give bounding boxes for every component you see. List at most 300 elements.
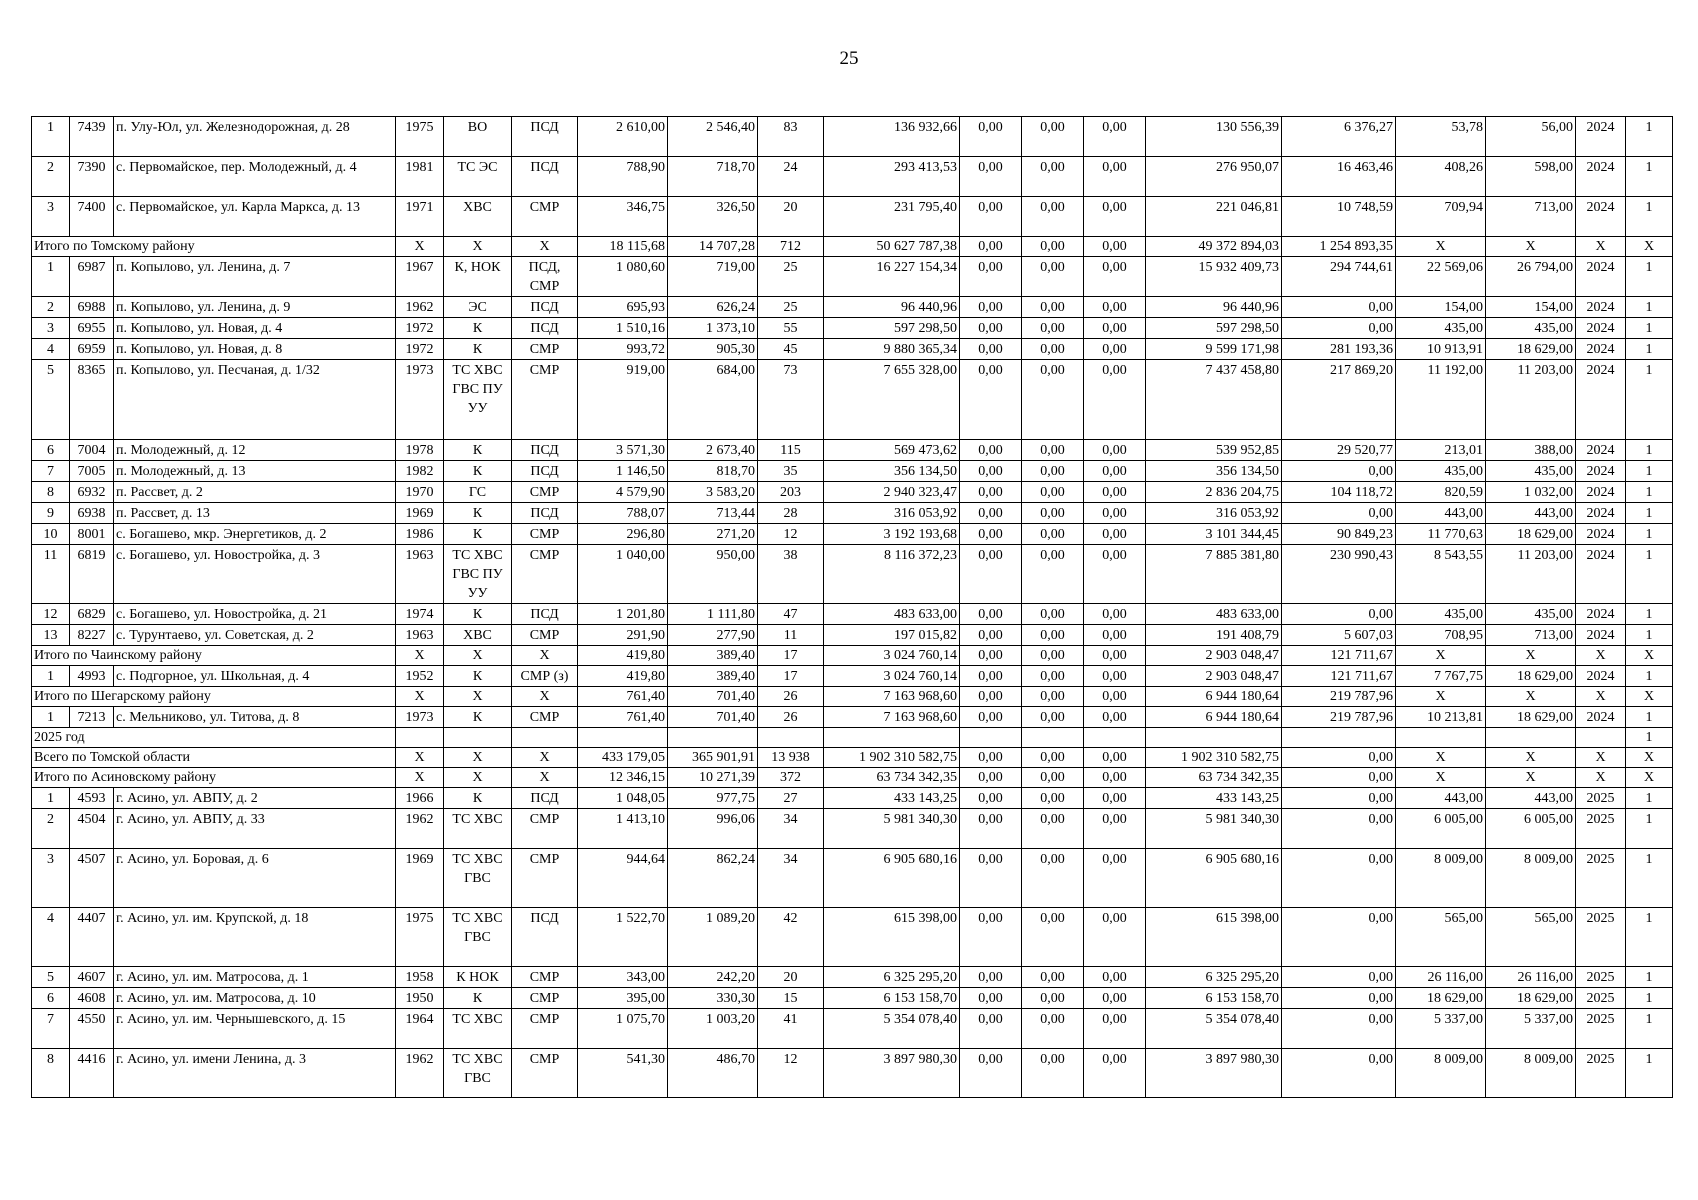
- cost-other-cell: 121 711,67: [1282, 666, 1396, 687]
- total-cost-cell: 231 795,40: [824, 197, 960, 237]
- max-unit-cost-cell: 26 794,00: [1486, 257, 1576, 297]
- address-cell: п. Улу-Юл, ул. Железнодорожная, д. 28: [114, 117, 396, 157]
- summary-cell: X: [1486, 768, 1576, 788]
- summary-label: Итого по Шегарскому району: [32, 687, 396, 707]
- unit-cost-cell: 10 913,91: [1396, 339, 1486, 360]
- cost-municipal-cell: 0,00: [1084, 1009, 1146, 1049]
- object-id-cell: 4608: [70, 988, 114, 1009]
- address-cell: п. Копылово, ул. Новая, д. 4: [114, 318, 396, 339]
- cost-regional-cell: 0,00: [1022, 257, 1084, 297]
- total-cost-cell: 6 905 680,16: [824, 849, 960, 908]
- max-unit-cost-cell: 18 629,00: [1486, 339, 1576, 360]
- plan-year-cell: 2024: [1576, 482, 1626, 503]
- work-stage-cell: СМР: [512, 360, 578, 440]
- summary-cell: [1576, 728, 1626, 748]
- table-row: [32, 461, 1673, 482]
- cost-federal-cell: 0,00: [960, 461, 1022, 482]
- stage-cell: 1: [1626, 257, 1673, 297]
- cost-regional-cell: 0,00: [1022, 157, 1084, 197]
- total-cost-cell: 7 163 968,60: [824, 707, 960, 728]
- cost-other-cell: 230 990,43: [1282, 545, 1396, 604]
- work-types-cell: ВО: [444, 117, 512, 157]
- cost-regional-cell: 0,00: [1022, 482, 1084, 503]
- max-unit-cost-cell: 435,00: [1486, 461, 1576, 482]
- cost-municipal-cell: 0,00: [1084, 503, 1146, 524]
- summary-cell: 14 707,28: [668, 237, 758, 257]
- stage-cell: 1: [1626, 625, 1673, 646]
- object-id-cell: 4416: [70, 1049, 114, 1098]
- work-types-cell: ТС ЭС: [444, 157, 512, 197]
- cost-regional-cell: 0,00: [1022, 1009, 1084, 1049]
- work-types-cell: К: [444, 524, 512, 545]
- total-cost-cell: 9 880 365,34: [824, 339, 960, 360]
- living-area-cell: 326,50: [668, 197, 758, 237]
- summary-cell: 701,40: [668, 687, 758, 707]
- total-cost-cell: 2 940 323,47: [824, 482, 960, 503]
- cost-owners-fund-cell: 9 599 171,98: [1146, 339, 1282, 360]
- cost-owners-fund-cell: 539 952,85: [1146, 440, 1282, 461]
- year-built-cell: 1969: [396, 503, 444, 524]
- cost-federal-cell: 0,00: [960, 157, 1022, 197]
- work-types-cell: ТС ХВС ГВС ПУ УУ: [444, 360, 512, 440]
- living-area-cell: 718,70: [668, 157, 758, 197]
- summary-cell: X: [444, 237, 512, 257]
- work-types-cell: ТС ХВС ГВС: [444, 1049, 512, 1098]
- cost-federal-cell: 0,00: [960, 257, 1022, 297]
- cost-owners-fund-cell: 2 836 204,75: [1146, 482, 1282, 503]
- summary-cell: [668, 728, 758, 748]
- cost-other-cell: 0,00: [1282, 788, 1396, 809]
- table-row: [32, 908, 1673, 967]
- summary-row: [32, 687, 1673, 707]
- year-built-cell: 1973: [396, 360, 444, 440]
- summary-cell: 0,00: [1084, 687, 1146, 707]
- total-area-cell: 1 201,80: [578, 604, 668, 625]
- cost-municipal-cell: 0,00: [1084, 360, 1146, 440]
- residents-count-cell: 38: [758, 545, 824, 604]
- total-area-cell: 2 610,00: [578, 117, 668, 157]
- year-built-cell: 1972: [396, 339, 444, 360]
- summary-cell: 3 024 760,14: [824, 646, 960, 666]
- cost-regional-cell: 0,00: [1022, 967, 1084, 988]
- summary-cell: 1: [1626, 728, 1673, 748]
- summary-cell: 0,00: [1022, 646, 1084, 666]
- max-unit-cost-cell: 8 009,00: [1486, 1049, 1576, 1098]
- total-area-cell: 788,07: [578, 503, 668, 524]
- plan-year-cell: 2025: [1576, 1049, 1626, 1098]
- summary-cell: X: [1486, 646, 1576, 666]
- cost-municipal-cell: 0,00: [1084, 297, 1146, 318]
- row-number-cell: 4: [32, 908, 70, 967]
- plan-year-cell: 2025: [1576, 1009, 1626, 1049]
- plan-year-cell: 2024: [1576, 440, 1626, 461]
- plan-year-cell: 2025: [1576, 908, 1626, 967]
- row-number-cell: 11: [32, 545, 70, 604]
- total-area-cell: 944,64: [578, 849, 668, 908]
- work-stage-cell: ПСД: [512, 604, 578, 625]
- cost-federal-cell: 0,00: [960, 360, 1022, 440]
- plan-year-cell: 2024: [1576, 461, 1626, 482]
- total-cost-cell: 483 633,00: [824, 604, 960, 625]
- summary-cell: 0,00: [1022, 768, 1084, 788]
- max-unit-cost-cell: 11 203,00: [1486, 545, 1576, 604]
- year-built-cell: 1971: [396, 197, 444, 237]
- work-stage-cell: СМР: [512, 707, 578, 728]
- cost-municipal-cell: 0,00: [1084, 440, 1146, 461]
- residents-count-cell: 28: [758, 503, 824, 524]
- address-cell: с. Первомайское, ул. Карла Маркса, д. 13: [114, 197, 396, 237]
- cost-municipal-cell: 0,00: [1084, 809, 1146, 849]
- address-cell: г. Асино, ул. АВПУ, д. 2: [114, 788, 396, 809]
- cost-owners-fund-cell: 15 932 409,73: [1146, 257, 1282, 297]
- residents-count-cell: 83: [758, 117, 824, 157]
- row-number-cell: 1: [32, 666, 70, 687]
- object-id-cell: 4504: [70, 809, 114, 849]
- work-stage-cell: ПСД: [512, 440, 578, 461]
- summary-row: [32, 748, 1673, 768]
- unit-cost-cell: 565,00: [1396, 908, 1486, 967]
- cost-federal-cell: 0,00: [960, 788, 1022, 809]
- unit-cost-cell: 435,00: [1396, 604, 1486, 625]
- summary-cell: 0,00: [1084, 646, 1146, 666]
- cost-regional-cell: 0,00: [1022, 988, 1084, 1009]
- object-id-cell: 6819: [70, 545, 114, 604]
- living-area-cell: 977,75: [668, 788, 758, 809]
- summary-cell: 712: [758, 237, 824, 257]
- year-built-cell: 1974: [396, 604, 444, 625]
- table-row: [32, 339, 1673, 360]
- row-number-cell: 2: [32, 157, 70, 197]
- unit-cost-cell: 709,94: [1396, 197, 1486, 237]
- cost-municipal-cell: 0,00: [1084, 117, 1146, 157]
- total-cost-cell: 3 897 980,30: [824, 1049, 960, 1098]
- summary-cell: 10 271,39: [668, 768, 758, 788]
- plan-year-cell: 2025: [1576, 967, 1626, 988]
- cost-regional-cell: 0,00: [1022, 297, 1084, 318]
- summary-cell: X: [396, 748, 444, 768]
- unit-cost-cell: 435,00: [1396, 461, 1486, 482]
- stage-cell: 1: [1626, 318, 1673, 339]
- cost-municipal-cell: 0,00: [1084, 788, 1146, 809]
- total-cost-cell: 3 024 760,14: [824, 666, 960, 687]
- work-types-cell: ТС ХВС ГВС: [444, 849, 512, 908]
- cost-federal-cell: 0,00: [960, 625, 1022, 646]
- summary-cell: X: [1396, 748, 1486, 768]
- table-row: [32, 809, 1673, 849]
- residents-count-cell: 26: [758, 707, 824, 728]
- unit-cost-cell: 435,00: [1396, 318, 1486, 339]
- summary-cell: 0,00: [1022, 237, 1084, 257]
- total-area-cell: 296,80: [578, 524, 668, 545]
- max-unit-cost-cell: 565,00: [1486, 908, 1576, 967]
- total-area-cell: 346,75: [578, 197, 668, 237]
- address-cell: с. Богашево, ул. Новостройка, д. 21: [114, 604, 396, 625]
- unit-cost-cell: 22 569,06: [1396, 257, 1486, 297]
- plan-year-cell: 2025: [1576, 809, 1626, 849]
- row-number-cell: 1: [32, 117, 70, 157]
- object-id-cell: 6829: [70, 604, 114, 625]
- object-id-cell: 7213: [70, 707, 114, 728]
- cost-other-cell: 0,00: [1282, 297, 1396, 318]
- living-area-cell: 719,00: [668, 257, 758, 297]
- residents-count-cell: 12: [758, 524, 824, 545]
- cost-owners-fund-cell: 5 354 078,40: [1146, 1009, 1282, 1049]
- unit-cost-cell: 213,01: [1396, 440, 1486, 461]
- max-unit-cost-cell: 26 116,00: [1486, 967, 1576, 988]
- living-area-cell: 3 583,20: [668, 482, 758, 503]
- stage-cell: 1: [1626, 197, 1673, 237]
- address-cell: с. Первомайское, пер. Молодежный, д. 4: [114, 157, 396, 197]
- summary-cell: 13 938: [758, 748, 824, 768]
- summary-cell: [1146, 728, 1282, 748]
- unit-cost-cell: 7 767,75: [1396, 666, 1486, 687]
- living-area-cell: 1 003,20: [668, 1009, 758, 1049]
- cost-owners-fund-cell: 3 897 980,30: [1146, 1049, 1282, 1098]
- cost-federal-cell: 0,00: [960, 604, 1022, 625]
- cost-other-cell: 6 376,27: [1282, 117, 1396, 157]
- cost-other-cell: 10 748,59: [1282, 197, 1396, 237]
- max-unit-cost-cell: 443,00: [1486, 788, 1576, 809]
- row-number-cell: 9: [32, 503, 70, 524]
- stage-cell: 1: [1626, 849, 1673, 908]
- work-stage-cell: СМР: [512, 197, 578, 237]
- residents-count-cell: 55: [758, 318, 824, 339]
- row-number-cell: 8: [32, 482, 70, 503]
- work-stage-cell: СМР: [512, 625, 578, 646]
- row-number-cell: 4: [32, 339, 70, 360]
- cost-regional-cell: 0,00: [1022, 1049, 1084, 1098]
- cost-other-cell: 0,00: [1282, 318, 1396, 339]
- cost-regional-cell: 0,00: [1022, 625, 1084, 646]
- summary-cell: [1396, 728, 1486, 748]
- unit-cost-cell: 154,00: [1396, 297, 1486, 318]
- cost-regional-cell: 0,00: [1022, 503, 1084, 524]
- residents-count-cell: 20: [758, 197, 824, 237]
- summary-cell: X: [1396, 237, 1486, 257]
- address-cell: г. Асино, ул. АВПУ, д. 33: [114, 809, 396, 849]
- max-unit-cost-cell: 18 629,00: [1486, 524, 1576, 545]
- year-built-cell: 1950: [396, 988, 444, 1009]
- summary-cell: X: [1626, 748, 1673, 768]
- cost-municipal-cell: 0,00: [1084, 257, 1146, 297]
- summary-cell: [512, 728, 578, 748]
- cost-owners-fund-cell: 276 950,07: [1146, 157, 1282, 197]
- work-types-cell: К: [444, 318, 512, 339]
- cost-federal-cell: 0,00: [960, 545, 1022, 604]
- unit-cost-cell: 443,00: [1396, 503, 1486, 524]
- table-row: [32, 788, 1673, 809]
- work-types-cell: К: [444, 440, 512, 461]
- year-built-cell: 1967: [396, 257, 444, 297]
- object-id-cell: 7439: [70, 117, 114, 157]
- summary-cell: X: [512, 748, 578, 768]
- summary-cell: 389,40: [668, 646, 758, 666]
- summary-cell: 433 179,05: [578, 748, 668, 768]
- summary-cell: 372: [758, 768, 824, 788]
- residents-count-cell: 20: [758, 967, 824, 988]
- plan-year-cell: 2025: [1576, 788, 1626, 809]
- max-unit-cost-cell: 1 032,00: [1486, 482, 1576, 503]
- summary-cell: X: [1576, 646, 1626, 666]
- total-area-cell: 395,00: [578, 988, 668, 1009]
- total-area-cell: 761,40: [578, 707, 668, 728]
- cost-owners-fund-cell: 2 903 048,47: [1146, 666, 1282, 687]
- cost-municipal-cell: 0,00: [1084, 339, 1146, 360]
- cost-owners-fund-cell: 6 153 158,70: [1146, 988, 1282, 1009]
- cost-owners-fund-cell: 483 633,00: [1146, 604, 1282, 625]
- year-built-cell: 1975: [396, 908, 444, 967]
- total-cost-cell: 3 192 193,68: [824, 524, 960, 545]
- work-stage-cell: СМР: [512, 967, 578, 988]
- work-stage-cell: СМР: [512, 988, 578, 1009]
- work-stage-cell: ПСД: [512, 503, 578, 524]
- summary-cell: 761,40: [578, 687, 668, 707]
- residents-count-cell: 45: [758, 339, 824, 360]
- max-unit-cost-cell: 6 005,00: [1486, 809, 1576, 849]
- total-cost-cell: 5 981 340,30: [824, 809, 960, 849]
- cost-regional-cell: 0,00: [1022, 197, 1084, 237]
- total-area-cell: 788,90: [578, 157, 668, 197]
- total-area-cell: 1 075,70: [578, 1009, 668, 1049]
- table-row: [32, 625, 1673, 646]
- cost-regional-cell: 0,00: [1022, 707, 1084, 728]
- object-id-cell: 7005: [70, 461, 114, 482]
- row-number-cell: 6: [32, 988, 70, 1009]
- summary-label: 2025 год: [32, 728, 396, 748]
- summary-label: Итого по Асиновскому району: [32, 768, 396, 788]
- plan-year-cell: 2025: [1576, 988, 1626, 1009]
- object-id-cell: 7390: [70, 157, 114, 197]
- table-row: [32, 257, 1673, 297]
- unit-cost-cell: 8 009,00: [1396, 1049, 1486, 1098]
- summary-row: [32, 728, 1673, 748]
- row-number-cell: 7: [32, 461, 70, 482]
- total-cost-cell: 316 053,92: [824, 503, 960, 524]
- stage-cell: 1: [1626, 967, 1673, 988]
- total-area-cell: 419,80: [578, 666, 668, 687]
- unit-cost-cell: 11 770,63: [1396, 524, 1486, 545]
- summary-cell: X: [512, 237, 578, 257]
- work-types-cell: К: [444, 503, 512, 524]
- max-unit-cost-cell: 435,00: [1486, 604, 1576, 625]
- residents-count-cell: 34: [758, 849, 824, 908]
- year-built-cell: 1963: [396, 545, 444, 604]
- residents-count-cell: 15: [758, 988, 824, 1009]
- total-cost-cell: 5 354 078,40: [824, 1009, 960, 1049]
- cost-regional-cell: 0,00: [1022, 360, 1084, 440]
- summary-label: Всего по Томской области: [32, 748, 396, 768]
- cost-federal-cell: 0,00: [960, 117, 1022, 157]
- total-cost-cell: 7 655 328,00: [824, 360, 960, 440]
- living-area-cell: 713,44: [668, 503, 758, 524]
- address-cell: п. Молодежный, д. 12: [114, 440, 396, 461]
- table-row: [32, 524, 1673, 545]
- unit-cost-cell: 8 009,00: [1396, 849, 1486, 908]
- table-row: [32, 666, 1673, 687]
- stage-cell: 1: [1626, 988, 1673, 1009]
- cost-federal-cell: 0,00: [960, 988, 1022, 1009]
- object-id-cell: 7004: [70, 440, 114, 461]
- page-number: 25: [839, 48, 859, 69]
- cost-federal-cell: 0,00: [960, 482, 1022, 503]
- summary-cell: X: [396, 646, 444, 666]
- work-stage-cell: ПСД: [512, 318, 578, 339]
- summary-label: Итого по Томскому району: [32, 237, 396, 257]
- address-cell: п. Копылово, ул. Новая, д. 8: [114, 339, 396, 360]
- cost-other-cell: 0,00: [1282, 461, 1396, 482]
- unit-cost-cell: 6 005,00: [1396, 809, 1486, 849]
- cost-federal-cell: 0,00: [960, 1009, 1022, 1049]
- living-area-cell: 950,00: [668, 545, 758, 604]
- table-row: [32, 967, 1673, 988]
- work-stage-cell: ПСД: [512, 117, 578, 157]
- object-id-cell: 8227: [70, 625, 114, 646]
- summary-cell: 121 711,67: [1282, 646, 1396, 666]
- summary-cell: 49 372 894,03: [1146, 237, 1282, 257]
- summary-row: [32, 646, 1673, 666]
- cost-municipal-cell: 0,00: [1084, 524, 1146, 545]
- address-cell: г. Асино, ул. им. Крупской, д. 18: [114, 908, 396, 967]
- cost-federal-cell: 0,00: [960, 297, 1022, 318]
- stage-cell: 1: [1626, 503, 1673, 524]
- address-cell: г. Асино, ул. Боровая, д. 6: [114, 849, 396, 908]
- summary-cell: 365 901,91: [668, 748, 758, 768]
- total-cost-cell: 597 298,50: [824, 318, 960, 339]
- work-stage-cell: СМР: [512, 545, 578, 604]
- cost-owners-fund-cell: 7 885 381,80: [1146, 545, 1282, 604]
- plan-year-cell: 2024: [1576, 297, 1626, 318]
- work-types-cell: ТС ХВС ГВС ПУ УУ: [444, 545, 512, 604]
- stage-cell: 1: [1626, 461, 1673, 482]
- cost-municipal-cell: 0,00: [1084, 157, 1146, 197]
- cost-regional-cell: 0,00: [1022, 604, 1084, 625]
- address-cell: г. Асино, ул. им. Матросова, д. 10: [114, 988, 396, 1009]
- summary-cell: X: [444, 687, 512, 707]
- max-unit-cost-cell: 435,00: [1486, 318, 1576, 339]
- object-id-cell: 6988: [70, 297, 114, 318]
- stage-cell: 1: [1626, 524, 1673, 545]
- summary-cell: X: [1626, 237, 1673, 257]
- work-stage-cell: СМР: [512, 809, 578, 849]
- summary-cell: X: [1626, 687, 1673, 707]
- summary-cell: 1 254 893,35: [1282, 237, 1396, 257]
- cost-regional-cell: 0,00: [1022, 666, 1084, 687]
- cost-other-cell: 0,00: [1282, 809, 1396, 849]
- stage-cell: 1: [1626, 908, 1673, 967]
- cost-municipal-cell: 0,00: [1084, 482, 1146, 503]
- max-unit-cost-cell: 8 009,00: [1486, 849, 1576, 908]
- cost-other-cell: 104 118,72: [1282, 482, 1396, 503]
- cost-federal-cell: 0,00: [960, 197, 1022, 237]
- max-unit-cost-cell: 18 629,00: [1486, 988, 1576, 1009]
- living-area-cell: 2 673,40: [668, 440, 758, 461]
- cost-owners-fund-cell: 7 437 458,80: [1146, 360, 1282, 440]
- plan-year-cell: 2024: [1576, 666, 1626, 687]
- unit-cost-cell: 26 116,00: [1396, 967, 1486, 988]
- total-cost-cell: 96 440,96: [824, 297, 960, 318]
- work-types-cell: ЭС: [444, 297, 512, 318]
- summary-cell: 63 734 342,35: [824, 768, 960, 788]
- residents-count-cell: 41: [758, 1009, 824, 1049]
- cost-municipal-cell: 0,00: [1084, 604, 1146, 625]
- object-id-cell: 6987: [70, 257, 114, 297]
- unit-cost-cell: 11 192,00: [1396, 360, 1486, 440]
- cost-municipal-cell: 0,00: [1084, 666, 1146, 687]
- object-id-cell: 4993: [70, 666, 114, 687]
- max-unit-cost-cell: 713,00: [1486, 625, 1576, 646]
- cost-owners-fund-cell: 221 046,81: [1146, 197, 1282, 237]
- repair-register-table: [31, 116, 1673, 1098]
